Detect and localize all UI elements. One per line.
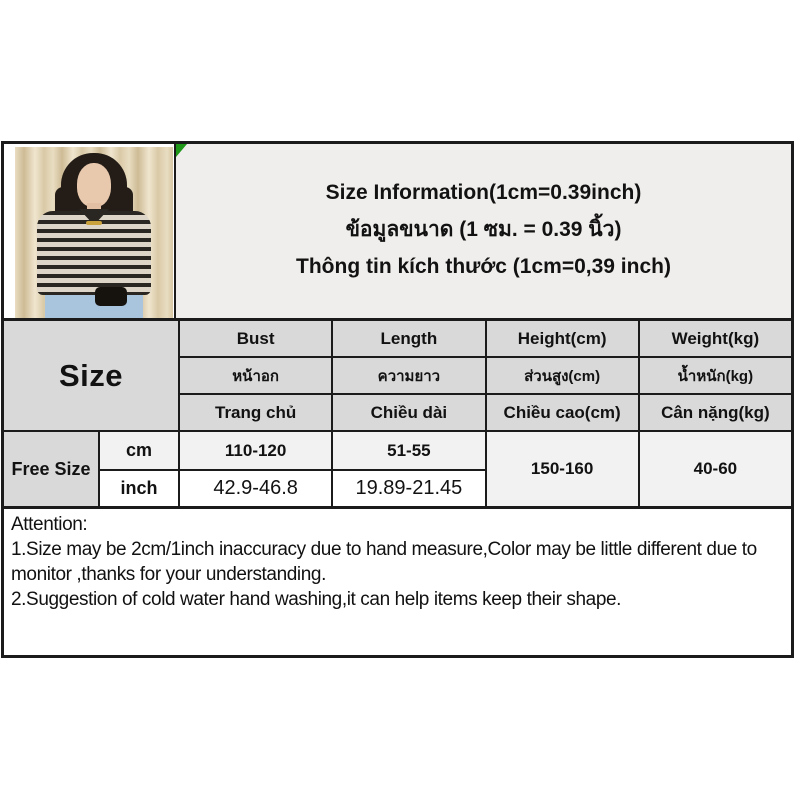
- header-weight-vi: Cân nặng(kg): [640, 395, 791, 430]
- title-english: Size Information(1cm=0.39inch): [325, 180, 642, 204]
- attention-note-1: 1.Size may be 2cm/1inch inaccuracy due to hand measure,Color may be little different due to monitor ,thanks for your understanding.: [11, 539, 757, 585]
- header-length-en: Length: [333, 321, 484, 356]
- header-height-vi: Chiều cao(cm): [487, 395, 638, 430]
- free-size-label: Free Size: [4, 432, 98, 506]
- header-length-th: ความยาว: [333, 358, 484, 393]
- size-header-cell: Size: [4, 321, 178, 430]
- header-bust-th: หน้าอก: [180, 358, 331, 393]
- header-weight-th: น้ำหนัก(kg): [640, 358, 791, 393]
- size-table: [4, 321, 791, 509]
- header-bust-en: Bust: [180, 321, 331, 356]
- green-corner-marker-icon: [176, 144, 187, 157]
- photo-cell: [4, 144, 176, 318]
- length-cm-value: 51-55: [333, 432, 484, 469]
- bust-cm-value: 110-120: [180, 432, 331, 469]
- unit-inch-label: inch: [100, 471, 178, 506]
- header-length-vi: Chiều dài: [333, 395, 484, 430]
- title-thai: ข้อมูลขนาด (1 ซม. = 0.39 นิ้ว): [345, 217, 622, 241]
- unit-cm-label: cm: [100, 432, 178, 469]
- weight-range-value: 40-60: [640, 432, 791, 506]
- title-cell: [176, 144, 791, 318]
- title-vietnamese: Thông tin kích thước (1cm=0,39 inch): [296, 254, 671, 278]
- gold-necklace: [86, 221, 102, 225]
- top-section: [4, 144, 791, 321]
- attention-heading: Attention:: [11, 514, 88, 535]
- bust-inch-value: 42.9-46.8: [180, 471, 331, 506]
- header-weight-en: Weight(kg): [640, 321, 791, 356]
- header-height-en: Height(cm): [487, 321, 638, 356]
- height-range-value: 150-160: [487, 432, 638, 506]
- model-face: [77, 163, 111, 207]
- model-photo: [15, 147, 173, 318]
- header-height-th: ส่วนสูง(cm): [487, 358, 638, 393]
- length-inch-value: 19.89-21.45: [333, 471, 484, 506]
- size-chart-sheet: [1, 141, 794, 658]
- attention-note-2: 2.Suggestion of cold water hand washing,it can help items keep their shape.: [11, 589, 622, 610]
- attention-section: [4, 509, 791, 655]
- model-jeans: [45, 292, 143, 318]
- header-bust-vi: Trang chủ: [180, 395, 331, 430]
- waist-bag: [95, 287, 127, 306]
